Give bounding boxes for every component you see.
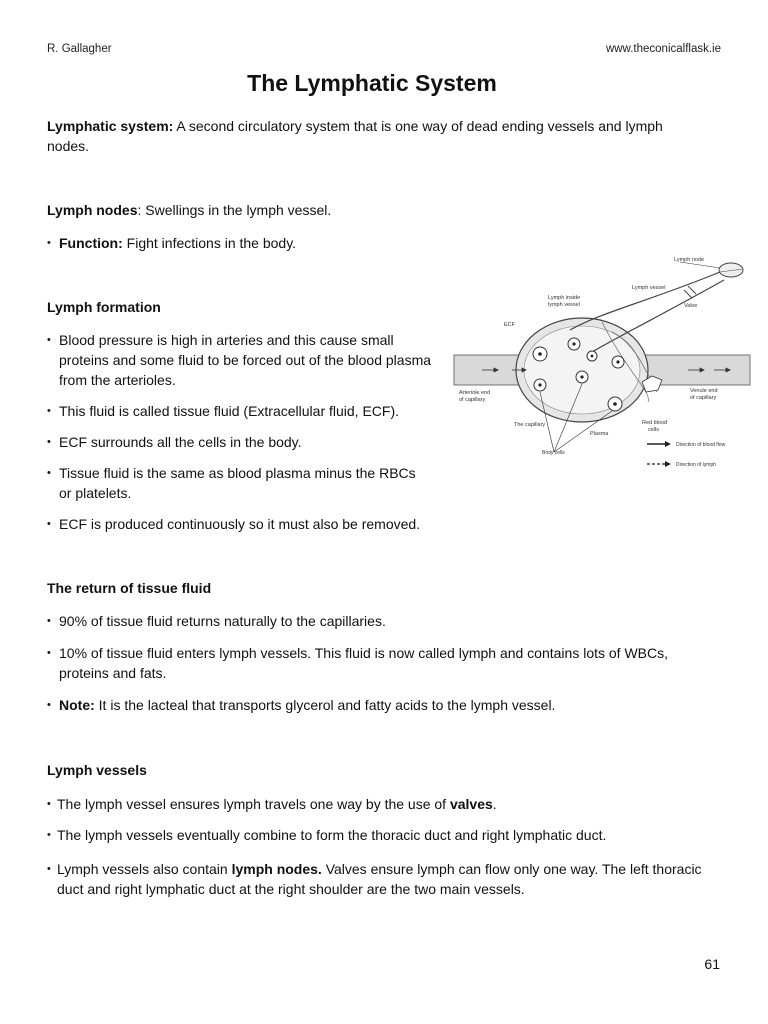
return-bullet-2: • 10% of tissue fluid enters lymph vessels. This fluid is now called lymph and contains lots of WBCs, proteins and fats. — [47, 643, 709, 683]
lv-b3-pre: Lymph vessels also contain — [57, 861, 232, 877]
lymph-formation-bullet-4: • Tissue fluid is the same as blood plasma minus the RBCs or platelets. — [47, 463, 419, 503]
function-text: Fight infections in the body. — [122, 235, 297, 251]
lymph-nodes-text: Swellings in the lymph vessel. — [141, 202, 332, 218]
label-venule-2: of capillary — [690, 395, 717, 401]
lymph-vessels-bullet-2: • The lymph vessels eventually combine to form the thoracic duct and right lymphatic duct. — [47, 825, 606, 845]
function-term: Function: — [59, 235, 123, 251]
note-term: Note: — [59, 697, 95, 713]
nucleus — [613, 402, 617, 406]
nucleus — [591, 355, 594, 358]
nucleus — [538, 352, 542, 356]
nucleus — [538, 383, 541, 386]
label-ecf: ECF — [504, 322, 515, 328]
label-body-cells: Body cells — [542, 450, 565, 456]
lymph-nodes-colon: : — [137, 202, 142, 218]
legend-blood-label: Direction of blood flow — [676, 442, 726, 448]
lymph-nodes-function-bullet — [47, 233, 296, 253]
label-lymph-node: Lymph node — [674, 257, 705, 263]
label-red-blood-1: Red blood — [642, 420, 668, 426]
label-plasma: Plasma — [590, 431, 609, 437]
return-tissue-fluid-heading: The return of tissue fluid — [47, 580, 212, 596]
lv-b1-post: . — [492, 796, 497, 812]
note-text: It is the lacteal that transports glycerol and fatty acids to the lymph vessel. — [94, 697, 556, 713]
lymph-formation-heading: Lymph formation — [47, 299, 161, 315]
label-the-capillary: The capillary — [514, 422, 546, 428]
lymphatic-system-definition — [47, 116, 707, 156]
label-venule-1: Venule end — [690, 388, 718, 394]
label-valve: Valve — [684, 303, 698, 309]
lv-b1-bold: valves — [449, 796, 493, 812]
lymph-formation-bullet-2: • This fluid is called tissue fluid (Extracellular fluid, ECF). — [47, 401, 399, 421]
lv-b3-bold: lymph nodes. — [231, 861, 322, 877]
legend-lymph-label: Direction of lymph — [676, 462, 717, 468]
lymph-formation-bullet-3: • ECF surrounds all the cells in the body. — [47, 432, 302, 452]
page-number: 61 — [704, 956, 720, 972]
nucleus — [616, 360, 619, 363]
return-bullet-1: • 90% of tissue fluid returns naturally to the capillaries. — [47, 611, 386, 631]
lymph-nodes-term: Lymph nodes — [47, 202, 138, 218]
legend-blood-arrowhead — [665, 441, 671, 447]
lymph-vessels-bullet-1 — [47, 794, 497, 814]
legend-lymph-arrowhead — [665, 461, 671, 467]
lymphatic-capillary-diagram — [452, 252, 752, 474]
website-header: www.theconicalflask.ie — [605, 43, 721, 55]
lymph-vessels-bullet-3 — [47, 859, 717, 899]
label-lymph-inside-2: lymph vessel — [548, 302, 580, 308]
lymph-formation-bullet-5: • ECF is produced continuously so it must also be removed. — [47, 514, 420, 534]
label-arteriole-1: Arteriole end — [459, 390, 491, 396]
lymph-nodes-definition — [47, 200, 331, 220]
lymph-node-shape — [719, 263, 743, 277]
label-arteriole-2: of capillary — [459, 397, 486, 403]
lv-b3-post: Valves ensure lymph can flow only one way. The left thoracic duct and right lymphatic duct at the right shoulder are the two main vessels. — [57, 861, 702, 897]
label-red-blood-2: cells — [648, 427, 660, 433]
note-bullet — [47, 695, 555, 715]
label-lymph-vessel: Lymph vessel — [632, 285, 666, 291]
page-title: The Lymphatic System — [247, 70, 497, 96]
lymph-formation-bullet-1: • Blood pressure is high in arteries and this cause small proteins and some fluid to be forced out of the blood plasma from the arterioles. — [47, 330, 434, 390]
lv-b1-pre: The lymph vessel ensures lymph travels one way by the use of — [57, 796, 450, 812]
author-header: R. Gallagher — [47, 43, 112, 55]
nucleus — [572, 342, 575, 345]
lymphatic-system-term: Lymphatic system: — [47, 118, 174, 134]
label-lymph-inside-1: Lymph inside — [548, 295, 581, 301]
lymph-vessels-heading: Lymph vessels — [47, 762, 147, 778]
nucleus — [580, 375, 583, 378]
lymphatic-system-text: A second circulatory system that is one way of dead ending vessels and lymph nodes. — [47, 118, 663, 154]
